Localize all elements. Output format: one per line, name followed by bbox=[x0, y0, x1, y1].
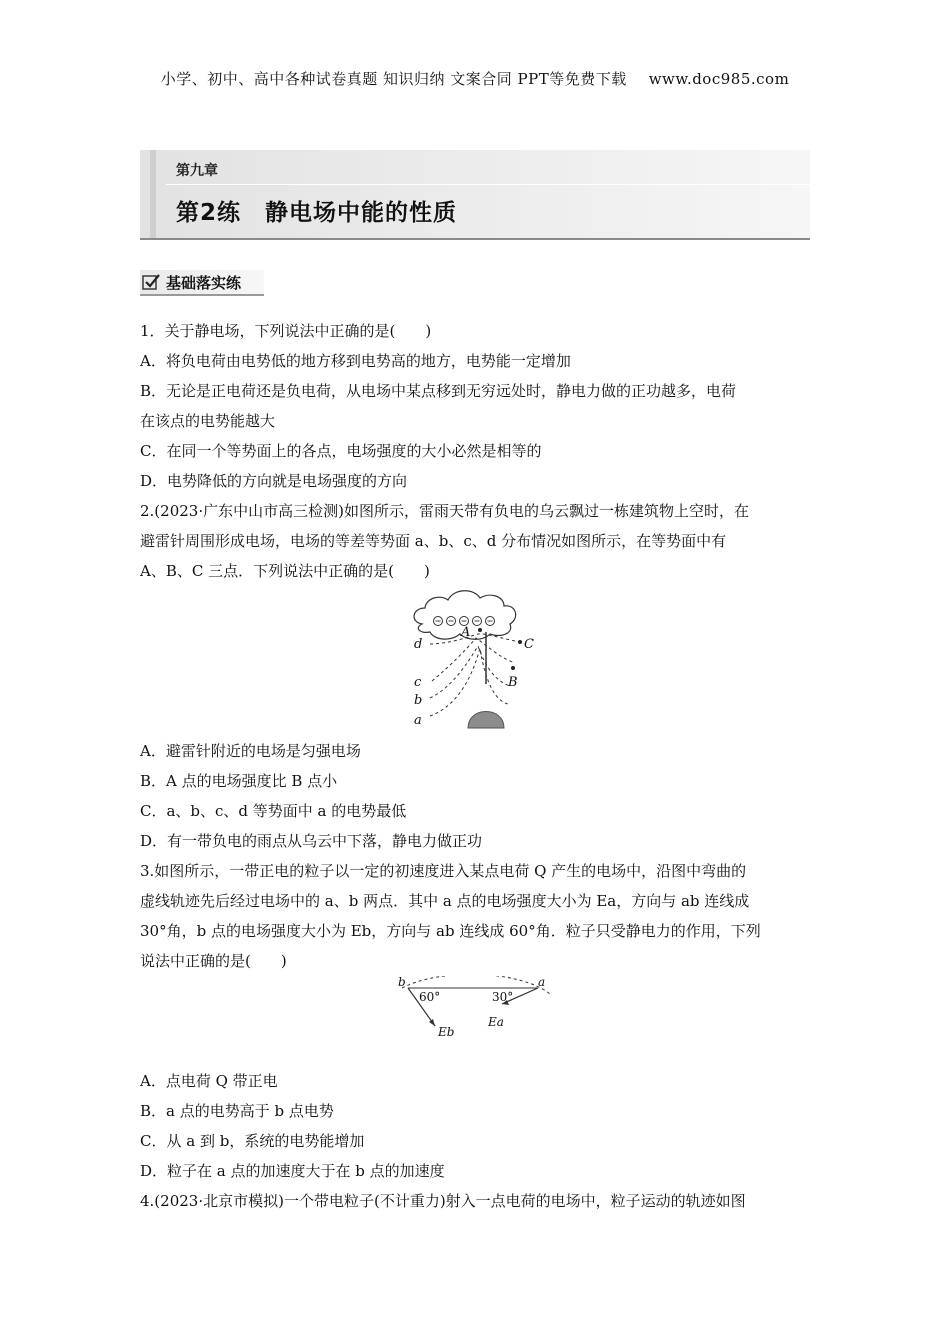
chapter-accent-bar bbox=[150, 150, 156, 238]
q1-option-b-line2: 在该点的电势能越大 bbox=[140, 412, 276, 430]
q1-option-d: D．电势降低的方向就是电场强度的方向 bbox=[140, 472, 408, 490]
q3-option-a: A．点电荷 Q 带正电 bbox=[140, 1072, 278, 1090]
q2-stem-line2: 避雷针周围形成电场，电场的等差等势面 a、b、c、d 分布情况如图所示，在等势面中有 bbox=[140, 532, 727, 550]
q1-option-b-line1: B．无论是正电荷还是负电荷，从电场中某点移到无穷远处时，静电力做的正功越多，电荷 bbox=[140, 382, 737, 400]
header-banner bbox=[0, 68, 950, 89]
q3-stem-line1: 3.如图所示，一带正电的粒子以一定的初速度进入某点电荷 Q 产生的电场中，沿图中弯曲的 bbox=[140, 862, 747, 880]
q4-source: 北京市模拟 bbox=[203, 1192, 279, 1210]
q3-stem-line4: 说法中正确的是( ) bbox=[140, 952, 287, 970]
q3-stem-line2: 虚线轨迹先后经过电场中的 a、b 两点．其中 a 点的电场强度大小为 Ea，方向与 ab 连线成 bbox=[140, 892, 750, 910]
label-angle-30: 30° bbox=[492, 990, 514, 1004]
q2-figure bbox=[140, 586, 810, 736]
chapter-label: 第九章 bbox=[176, 163, 218, 179]
chapter-divider bbox=[166, 184, 810, 185]
q1-option-a: A．将负电荷由电势低的地方移到电势高的地方，电势能一定增加 bbox=[140, 352, 571, 370]
title-number: 第2练 bbox=[176, 200, 242, 226]
label-a: a bbox=[414, 713, 422, 728]
section-label: 基础落实练 bbox=[166, 274, 242, 292]
q2-prefix: 2.(2023· bbox=[140, 502, 204, 520]
field-trajectory-diagram bbox=[140, 976, 810, 1066]
q2-option-c: C．a、b、c、d 等势面中 a 的电势最低 bbox=[140, 802, 407, 820]
label-b-point: b bbox=[398, 976, 406, 989]
label-A: A bbox=[461, 625, 471, 640]
label-eb: Eb bbox=[438, 1025, 455, 1039]
label-b: b bbox=[414, 693, 423, 708]
section-tag bbox=[140, 270, 264, 296]
label-c: c bbox=[414, 675, 422, 690]
page-title bbox=[176, 194, 457, 227]
arrow-eb bbox=[429, 1019, 435, 1026]
label-a-point: a bbox=[538, 976, 546, 989]
q3-option-d: D．粒子在 a 点的加速度大于在 b 点的加速度 bbox=[140, 1162, 445, 1180]
label-d: d bbox=[414, 637, 423, 652]
q4-prefix: 4.(2023· bbox=[140, 1192, 204, 1210]
q3-option-c: C．从 a 到 b，系统的电势能增加 bbox=[140, 1132, 365, 1150]
equipotential-lines bbox=[430, 634, 520, 716]
q2-option-a: A．避雷针附近的电场是匀强电场 bbox=[140, 742, 361, 760]
q2-stem-rest: )如图所示，雷雨天带有负电的乌云飘过一栋建筑物上空时，在 bbox=[338, 502, 749, 520]
q2-source: 广东中山市高三检测 bbox=[203, 502, 339, 520]
label-ea: Ea bbox=[488, 1015, 504, 1029]
q2-stem-line1 bbox=[140, 496, 810, 526]
q3-stem-line3: 30°角，b 点的电场强度大小为 Eb，方向与 ab 连线成 60°角．粒子只受静电力的作用，下列 bbox=[140, 922, 761, 940]
q1-stem: 1．关于静电场，下列说法中正确的是( ) bbox=[140, 322, 432, 340]
q2-stem-line3: A、B、C 三点．下列说法中正确的是( ) bbox=[140, 562, 430, 580]
chapter-header bbox=[140, 150, 810, 240]
q1-option-c: C．在同一个等势面上的各点，电场强度的大小必然是相等的 bbox=[140, 442, 542, 460]
banner-text: 小学、初中、高中各种试卷真题 知识归纳 文案合同 PPT等免费下载 bbox=[160, 70, 627, 88]
q2-option-d: D．有一带负电的雨点从乌云中下落，静电力做正功 bbox=[140, 832, 483, 850]
label-angle-60: 60° bbox=[419, 990, 441, 1004]
q3-figure bbox=[140, 976, 810, 1066]
checkbox-icon bbox=[142, 273, 160, 291]
label-C: C bbox=[524, 637, 534, 652]
banner-url[interactable]: www.doc985.com bbox=[648, 70, 790, 88]
q4-stem-line1 bbox=[140, 1186, 810, 1216]
building-dome bbox=[468, 712, 504, 729]
q3-option-b: B．a 点的电势高于 b 点电势 bbox=[140, 1102, 334, 1120]
q4-stem-rest: )一个带电粒子(不计重力)射入一点电荷的电场中，粒子运动的轨迹如图 bbox=[278, 1192, 746, 1210]
lightning-rod-diagram bbox=[140, 586, 810, 736]
title-text: 静电场中能的性质 bbox=[265, 200, 458, 226]
label-B: B bbox=[508, 675, 518, 690]
q2-option-b: B．A 点的电场强度比 B 点小 bbox=[140, 772, 338, 790]
question-content bbox=[140, 316, 810, 1216]
